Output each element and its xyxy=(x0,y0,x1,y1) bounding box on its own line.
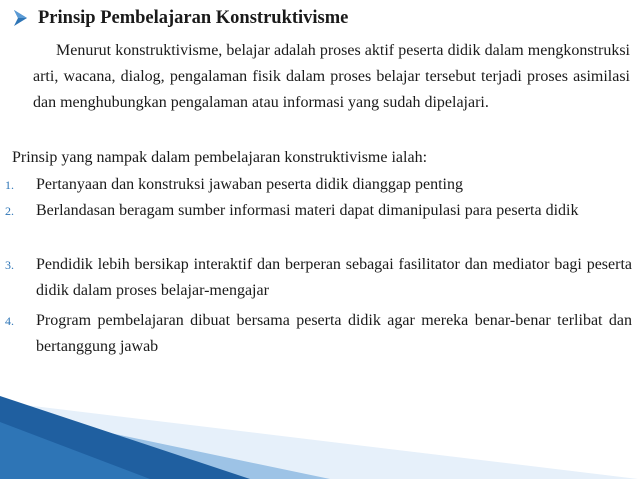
list-number: 2. xyxy=(5,204,14,218)
slide-heading xyxy=(10,6,348,30)
list-item-text: Pendidik lebih bersikap interaktif dan berperan sebagai fasilitator dan mediator bagi peserta didik dalam proses belajar-mengajar xyxy=(36,256,632,299)
decorative-swoosh xyxy=(0,392,638,479)
principles-intro: Prinsip yang nampak dalam pembelajaran konstruktivisme ialah: xyxy=(12,149,428,166)
list-number: 4. xyxy=(5,314,14,328)
list-number: 3. xyxy=(5,258,14,272)
heading-title: Prinsip Pembelajaran Konstruktivisme xyxy=(38,8,349,28)
list-item-text: Pertanyaan dan konstruksi jawaban peserta didik dianggap penting xyxy=(36,176,463,193)
arrow-bullet-icon xyxy=(10,7,32,29)
definition-paragraph: Menurut konstruktivisme, belajar adalah proses aktif peserta didik dalam mengkonstruksi arti, wacana, dialog, pengalaman fisik dalam proses belajar tersebut terjadi proses asimilasi dan menghubungkan pengalaman atau informasi yang sudah dipelajari. xyxy=(33,42,630,111)
list-number: 1. xyxy=(5,178,14,192)
list-item-text: Program pembelajaran dibuat bersama peserta didik agar mereka benar-benar terlibat dan bertanggung jawab xyxy=(36,312,632,355)
list-item-text: Berlandasan beragam sumber informasi materi dapat dimanipulasi para peserta didik xyxy=(36,202,579,219)
